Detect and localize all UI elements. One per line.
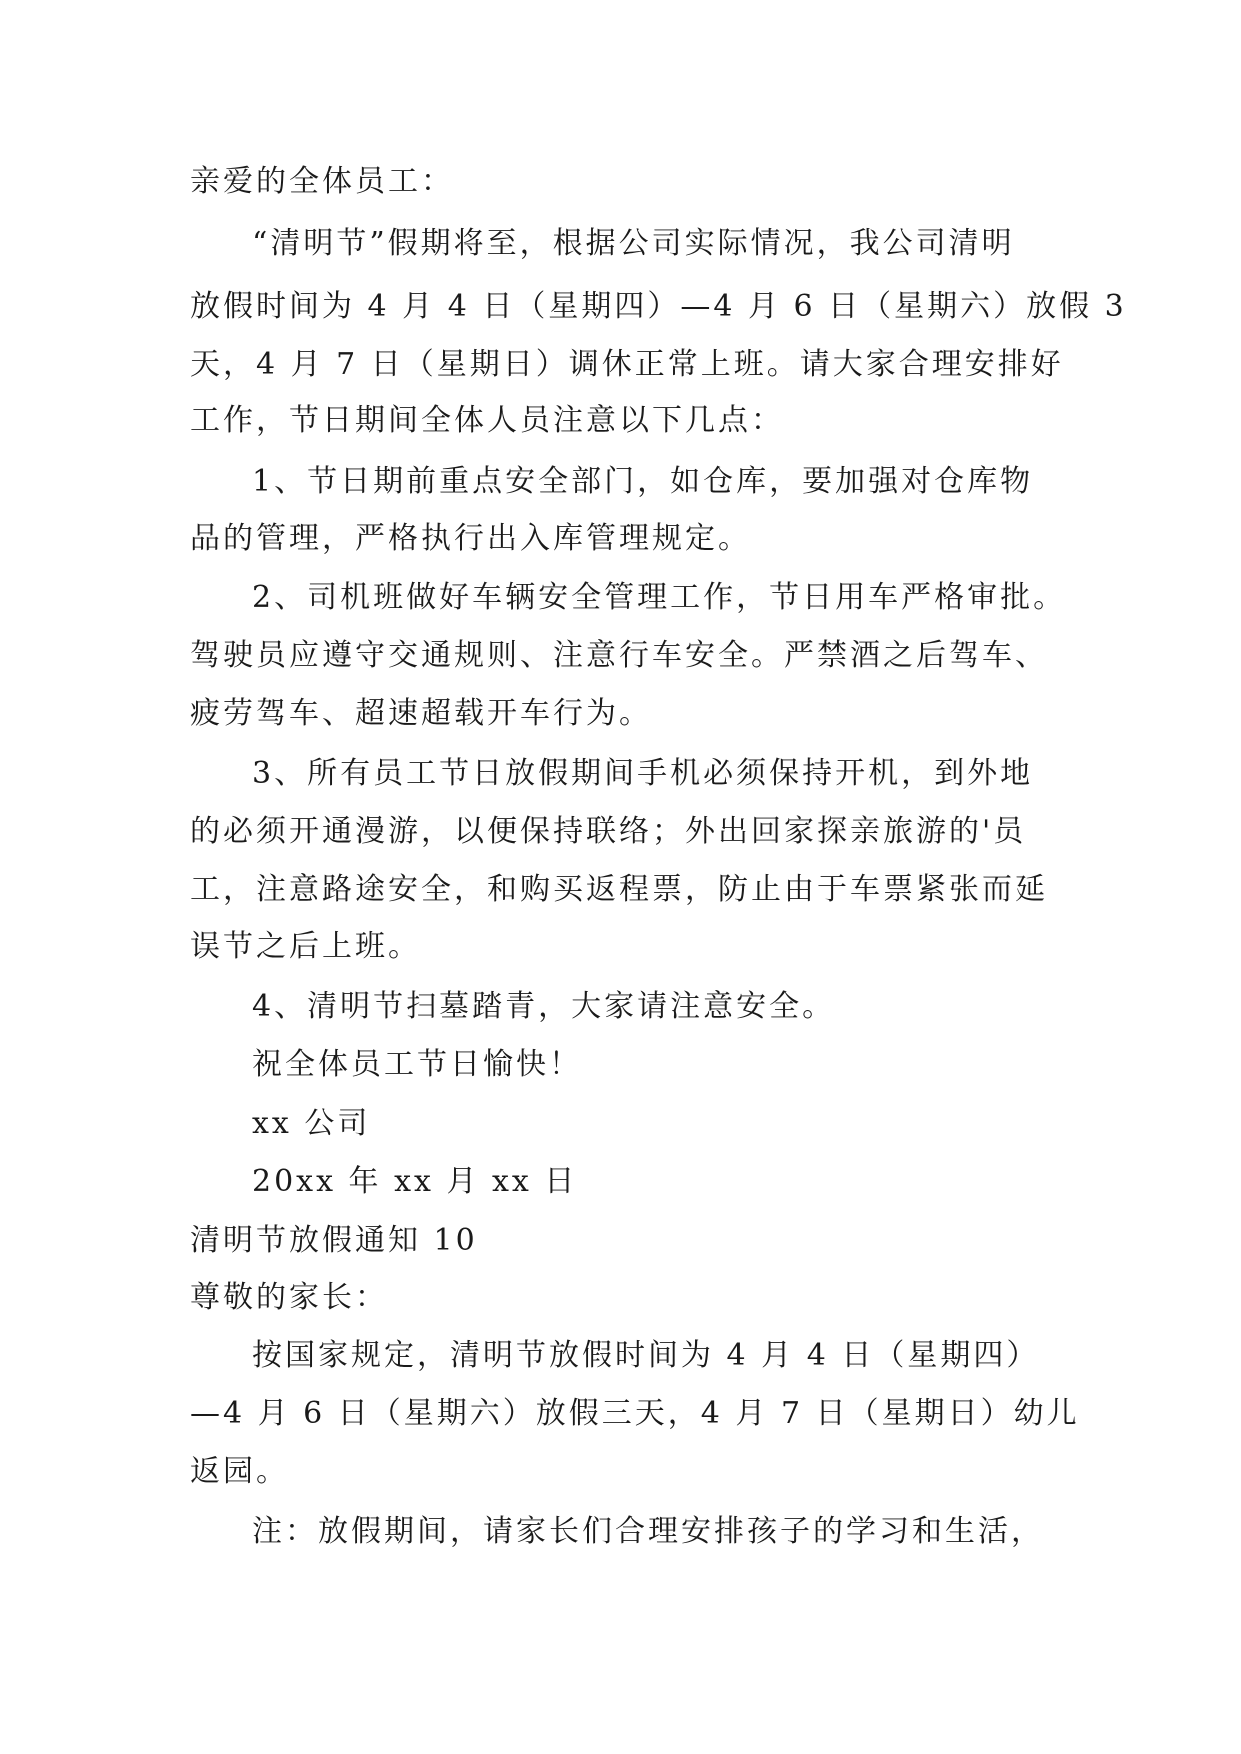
paragraph-line: —4 月 6 日（星期六）放假三天，4 月 7 日（星期日）幼儿 xyxy=(190,1396,1080,1431)
paragraph-line: 返园。 xyxy=(190,1454,289,1489)
salutation-employees: 亲爱的全体员工： xyxy=(190,164,454,199)
closing-wish: 祝全体员工节日愉快！ xyxy=(252,1047,582,1082)
paragraph-line: 4、清明节扫墓踏青，大家请注意安全。 xyxy=(252,989,836,1024)
paragraph-line: “清明节”假期将至，根据公司实际情况，我公司清明 xyxy=(252,226,1015,261)
paragraph-line: 品的管理，严格执行出入库管理规定。 xyxy=(190,521,751,556)
paragraph-line: 工，注意路途安全，和购买返程票，防止由于车票紧张而延 xyxy=(190,872,1048,907)
paragraph-line: 工作，节日期间全体人员注意以下几点： xyxy=(190,403,784,438)
signature-date: 20xx 年 xx 月 xx 日 xyxy=(252,1164,578,1199)
paragraph-line: 注：放假期间，请家长们合理安排孩子的学习和生活， xyxy=(252,1514,1044,1549)
paragraph-line: 1、节日期前重点安全部门，如仓库，要加强对仓库物 xyxy=(252,464,1034,499)
salutation-parents: 尊敬的家长： xyxy=(190,1280,388,1315)
paragraph-line: 的必须开通漫游，以便保持联络；外出回家探亲旅游的'员 xyxy=(190,814,1027,849)
paragraph-line: 误节之后上班。 xyxy=(190,929,421,964)
paragraph-line: 按国家规定，清明节放假时间为 4 月 4 日（星期四） xyxy=(252,1338,1040,1373)
company-signature: xx 公司 xyxy=(252,1106,371,1141)
paragraph-line: 疲劳驾车、超速超载开车行为。 xyxy=(190,696,652,731)
paragraph-line: 2、司机班做好车辆安全管理工作，节日用车严格审批。 xyxy=(252,580,1067,615)
paragraph-line: 驾驶员应遵守交通规则、注意行车安全。严禁酒之后驾车、 xyxy=(190,638,1048,673)
paragraph-line: 放假时间为 4 月 4 日（星期四）—4 月 6 日（星期六）放假 3 xyxy=(190,289,1127,324)
paragraph-line: 天，4 月 7 日（星期日）调休正常上班。请大家合理安排好 xyxy=(190,347,1064,382)
notice-title: 清明节放假通知 10 xyxy=(190,1223,478,1258)
paragraph-line: 3、所有员工节日放假期间手机必须保持开机，到外地 xyxy=(252,756,1034,791)
